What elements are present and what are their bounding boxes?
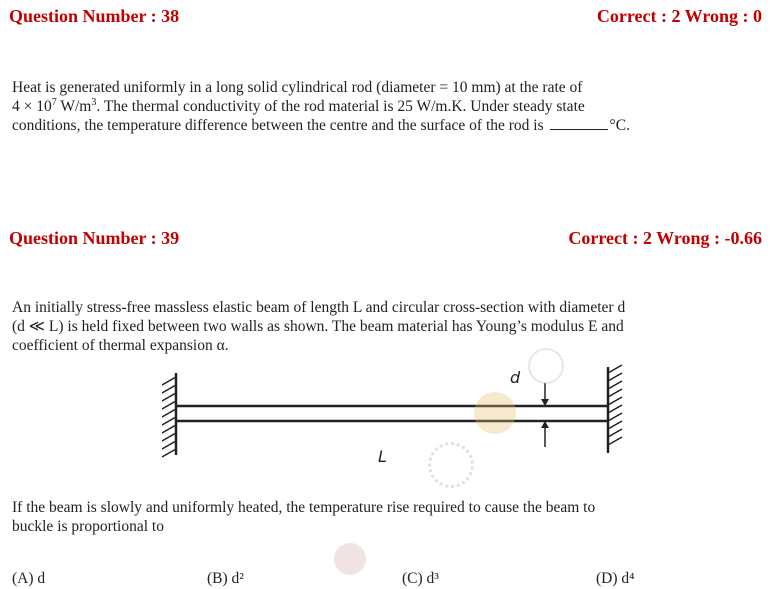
question-38-marks: Correct : 2 Wrong : 0	[596, 6, 762, 26]
question-39-header	[9, 228, 762, 249]
q38-line-3: conditions, the temperature difference between the centre and the surface of the rod is °C.	[12, 117, 630, 134]
beam-figure	[140, 355, 640, 475]
label-L: L	[378, 447, 387, 466]
left-wall-hatch	[162, 377, 176, 457]
q39-line-1: An initially stress-free massless elastic beam of length L and circular cross-section with diameter d	[12, 299, 626, 316]
option-d[interactable]: (D) d⁴	[596, 570, 635, 587]
right-wall-hatch	[608, 365, 622, 445]
q38-line-2: $4 \times 10^7$ $W/m^3$. The thermal conductivity of the rod material is 25 W/m.K. Under steady state	[12, 96, 585, 115]
watermark-logo	[474, 392, 516, 434]
question-38-header	[9, 6, 762, 27]
question-39-prompt	[12, 498, 764, 536]
q39-line-5: buckle is proportional to	[12, 518, 164, 535]
option-a[interactable]: (A) d	[12, 570, 46, 587]
question-number-38: Question Number : 38	[9, 6, 180, 26]
q39-line-2: (d ≪ L) is held fixed between two walls as shown. The beam material has Young’s modulus E and	[12, 318, 624, 335]
q39-line-3: coefficient of thermal expansion α.	[12, 337, 229, 354]
option-c[interactable]: (C) d³	[402, 570, 439, 587]
q39-line-4: If the beam is slowly and uniformly heated, the temperature rise required to cause the beam to	[12, 499, 596, 516]
question-38-text	[12, 78, 764, 135]
answer-blank	[550, 117, 608, 130]
question-39-text	[12, 298, 764, 355]
question-39-marks: Correct : 2 Wrong : -0.66	[568, 228, 762, 248]
option-b[interactable]: (B) d²	[207, 570, 244, 587]
watermark-logo	[334, 543, 366, 575]
q38-line-1: Heat is generated uniformly in a long solid cylindrical rod (diameter = 10 mm) at the rate of	[12, 79, 583, 96]
label-d: d	[510, 368, 521, 387]
watermark-logo	[528, 348, 564, 384]
watermark-logo	[428, 442, 474, 488]
question-number-39: Question Number : 39	[9, 228, 180, 248]
